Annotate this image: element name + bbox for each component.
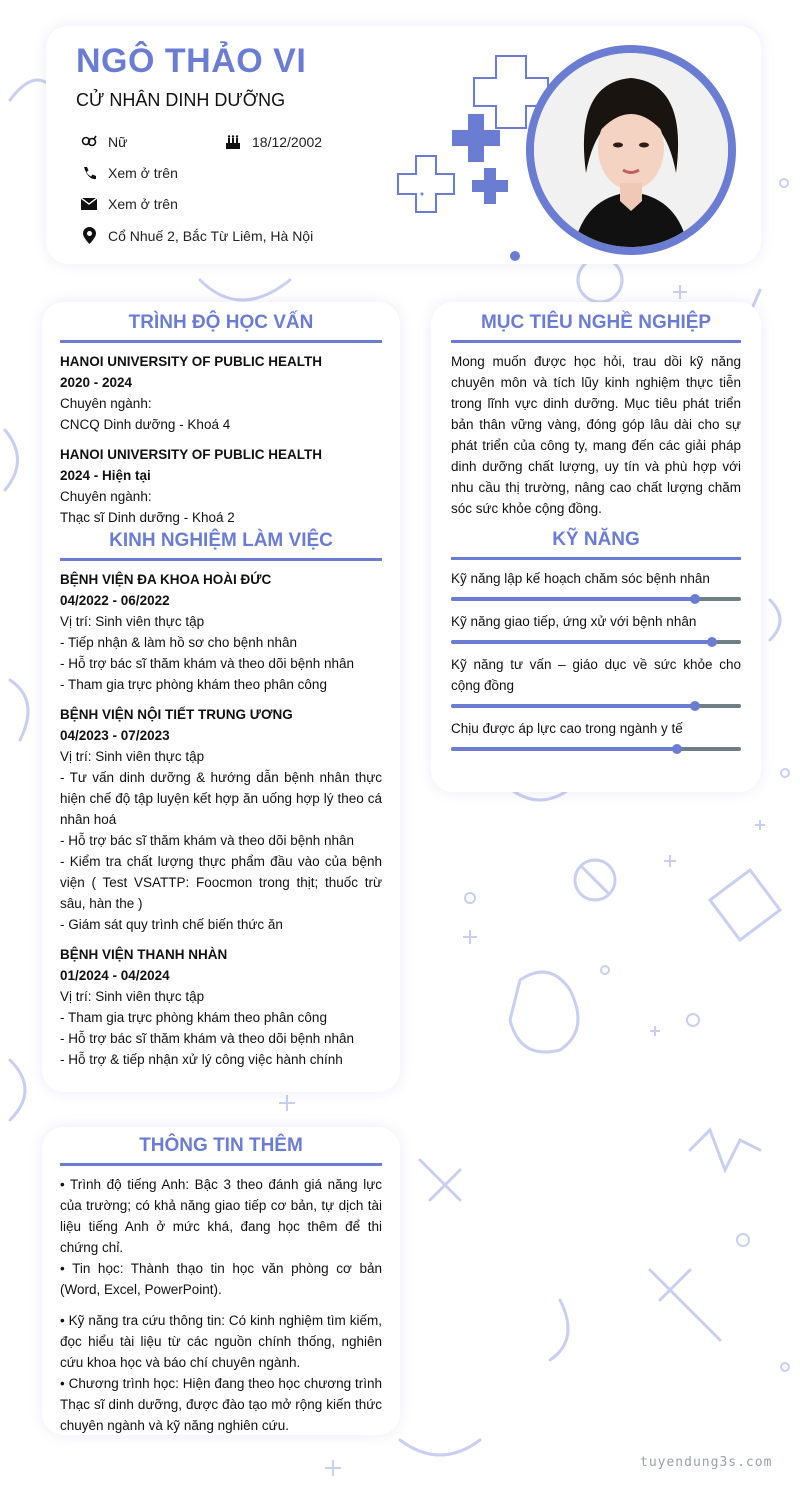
extra-item: • Chương trình học: Hiện đang theo học chương trình Thạc sĩ dinh dưỡng, được đào tạo mở rộng kiến thức chuyên ngành và kỹ năng nghiên cứu. xyxy=(60,1376,382,1433)
address-value: Cổ Nhuế 2, Bắc Từ Liêm, Hà Nội xyxy=(108,227,314,244)
profile-header xyxy=(46,26,761,264)
phone-icon xyxy=(78,166,100,181)
experience-title: KINH NGHIỆM LÀM VIỆC xyxy=(60,530,382,561)
experience-duty: - Hỗ trợ bác sĩ thăm khám và theo dõi bệnh nhân xyxy=(60,833,355,848)
skill-item xyxy=(451,654,741,708)
experience-duty: - Kiểm tra chất lượng thực phẩm đầu vào của bệnh viện ( Test VSATTP: Foocmon trong thịt; thuốc trừ sâu, hàn the ) xyxy=(60,854,382,911)
education-school: HANOI UNIVERSITY OF PUBLIC HEALTH xyxy=(60,447,323,462)
experience-period: 04/2023 - 07/2023 xyxy=(60,728,170,743)
mail-icon xyxy=(78,198,100,210)
skills-title: KỸ NĂNG xyxy=(451,529,741,560)
extra-title: THÔNG TIN THÊM xyxy=(60,1135,382,1166)
email-value: Xem ở trên xyxy=(108,196,178,212)
education-period: 2020 - 2024 xyxy=(60,375,133,390)
skill-label: Chịu được áp lực cao trong ngành y tế xyxy=(451,721,683,736)
skill-bar xyxy=(451,597,741,601)
watermark: tuyendung3s.com xyxy=(640,1455,773,1470)
experience-duty: - Giám sát quy trình chế biến thức ăn xyxy=(60,917,283,932)
education-major-label: Chuyên ngành: xyxy=(60,396,152,411)
gender-value: Nữ xyxy=(108,134,128,150)
experience-company: BỆNH VIỆN THANH NHÀN xyxy=(60,947,228,962)
experience-position: Vị trí: Sinh viên thực tập xyxy=(60,989,205,1004)
education-item xyxy=(60,351,382,435)
dob-value: 18/12/2002 xyxy=(252,134,323,150)
education-major-label: Chuyên ngành: xyxy=(60,489,152,504)
experience-position: Vị trí: Sinh viên thực tập xyxy=(60,614,205,629)
dob-row xyxy=(222,134,322,150)
experience-item xyxy=(60,569,382,695)
extra-info-card xyxy=(42,1127,400,1435)
avatar xyxy=(534,53,728,247)
email-row xyxy=(78,196,178,212)
experience-duty: - Tham gia trực phòng khám theo phân công xyxy=(60,677,327,692)
right-column-card xyxy=(431,302,761,792)
education-school: HANOI UNIVERSITY OF PUBLIC HEALTH xyxy=(60,354,323,369)
extra-item: • Trình độ tiếng Anh: Bậc 3 theo đánh giá năng lực của trường; có khả năng giao tiếp cơ bản, tự dịch tài liệu tiếng Anh ở mức khá, đang học thêm để thi chứng chỉ. xyxy=(60,1177,382,1255)
extra-item: • Kỹ năng tra cứu thông tin: Có kinh nghiệm tìm kiếm, đọc hiểu tài liệu từ các nguồn chính thống, nghiên cứu khoa học và báo chí chuyên ngành. xyxy=(60,1313,382,1370)
experience-duty: - Tư vấn dinh dưỡng & hướng dẫn bệnh nhân thực hiện chế độ tập luyện kết hợp ăn uống hợp lý theo cá nhân hoá xyxy=(60,770,382,827)
skill-bar xyxy=(451,747,741,751)
skills-list xyxy=(451,568,741,751)
experience-duty: - Hỗ trợ bác sĩ thăm khám và theo dõi bệnh nhân xyxy=(60,1031,355,1046)
cake-icon xyxy=(222,135,244,150)
experience-item xyxy=(60,704,382,935)
address-row xyxy=(78,227,313,244)
experience-company: BỆNH VIỆN NỘI TIẾT TRUNG ƯƠNG xyxy=(60,707,293,722)
location-icon xyxy=(78,227,100,244)
experience-period: 01/2024 - 04/2024 xyxy=(60,968,170,983)
skill-item xyxy=(451,718,741,751)
experience-company: BỆNH VIỆN ĐA KHOA HOÀI ĐỨC xyxy=(60,572,272,587)
experience-duty: - Hỗ trợ bác sĩ thăm khám và theo dõi bệnh nhân xyxy=(60,656,355,671)
experience-duty: - Tham gia trực phòng khám theo phân công xyxy=(60,1010,327,1025)
skill-label: Kỹ năng lập kế hoạch chăm sóc bệnh nhân xyxy=(451,571,710,586)
education-major: Thạc sĩ Dinh dưỡng - Khoá 2 xyxy=(60,510,235,525)
candidate-name: NGÔ THẢO VI xyxy=(76,42,307,80)
gender-row xyxy=(78,134,127,150)
left-column-card xyxy=(42,302,400,1092)
education-item xyxy=(60,444,382,528)
experience-position: Vị trí: Sinh viên thực tập xyxy=(60,749,205,764)
gender-icon xyxy=(78,135,100,149)
avatar-frame xyxy=(526,45,736,255)
experience-duty: - Hỗ trợ & tiếp nhận xử lý công việc hành chính xyxy=(60,1052,343,1067)
education-major: CNCQ Dinh dưỡng - Khoá 4 xyxy=(60,417,231,432)
extra-item: • Tin học: Thành thạo tin học văn phòng cơ bản (Word, Excel, PowerPoint). xyxy=(60,1261,382,1297)
experience-period: 04/2022 - 06/2022 xyxy=(60,593,170,608)
education-period: 2024 - Hiện tại xyxy=(60,468,151,483)
phone-row xyxy=(78,165,178,181)
education-title: TRÌNH ĐỘ HỌC VẤN xyxy=(60,312,382,343)
skill-label: Kỹ năng giao tiếp, ứng xử với bệnh nhân xyxy=(451,614,697,629)
skill-bar xyxy=(451,704,741,708)
skill-label: Kỹ năng tư vấn – giáo dục về sức khỏe cho cộng đồng xyxy=(451,657,741,693)
experience-item xyxy=(60,944,382,1070)
objective-text: Mong muốn được học hỏi, trau dồi kỹ năng chuyên môn và tích lũy kinh nghiệm thực tiễn trong lĩnh vực dinh dưỡng. Mục tiêu phát triển bản thân vững vàng, đóng góp lâu dài cho sự phát triển của công ty, mang đến các giải pháp dinh dưỡng chất lượng, uy tín và phù hợp với nhu cầu thị trường, nâng cao chất lượng chăm sóc sức khỏe cộng đồng. xyxy=(451,354,741,516)
experience-duty: - Tiếp nhận & làm hồ sơ cho bệnh nhân xyxy=(60,635,298,650)
phone-value: Xem ở trên xyxy=(108,165,178,181)
skill-bar xyxy=(451,640,741,644)
skill-item xyxy=(451,611,741,644)
objective-title: MỤC TIÊU NGHỀ NGHIỆP xyxy=(451,312,741,343)
skill-item xyxy=(451,568,741,601)
candidate-title: CỬ NHÂN DINH DƯỠNG xyxy=(76,90,286,110)
